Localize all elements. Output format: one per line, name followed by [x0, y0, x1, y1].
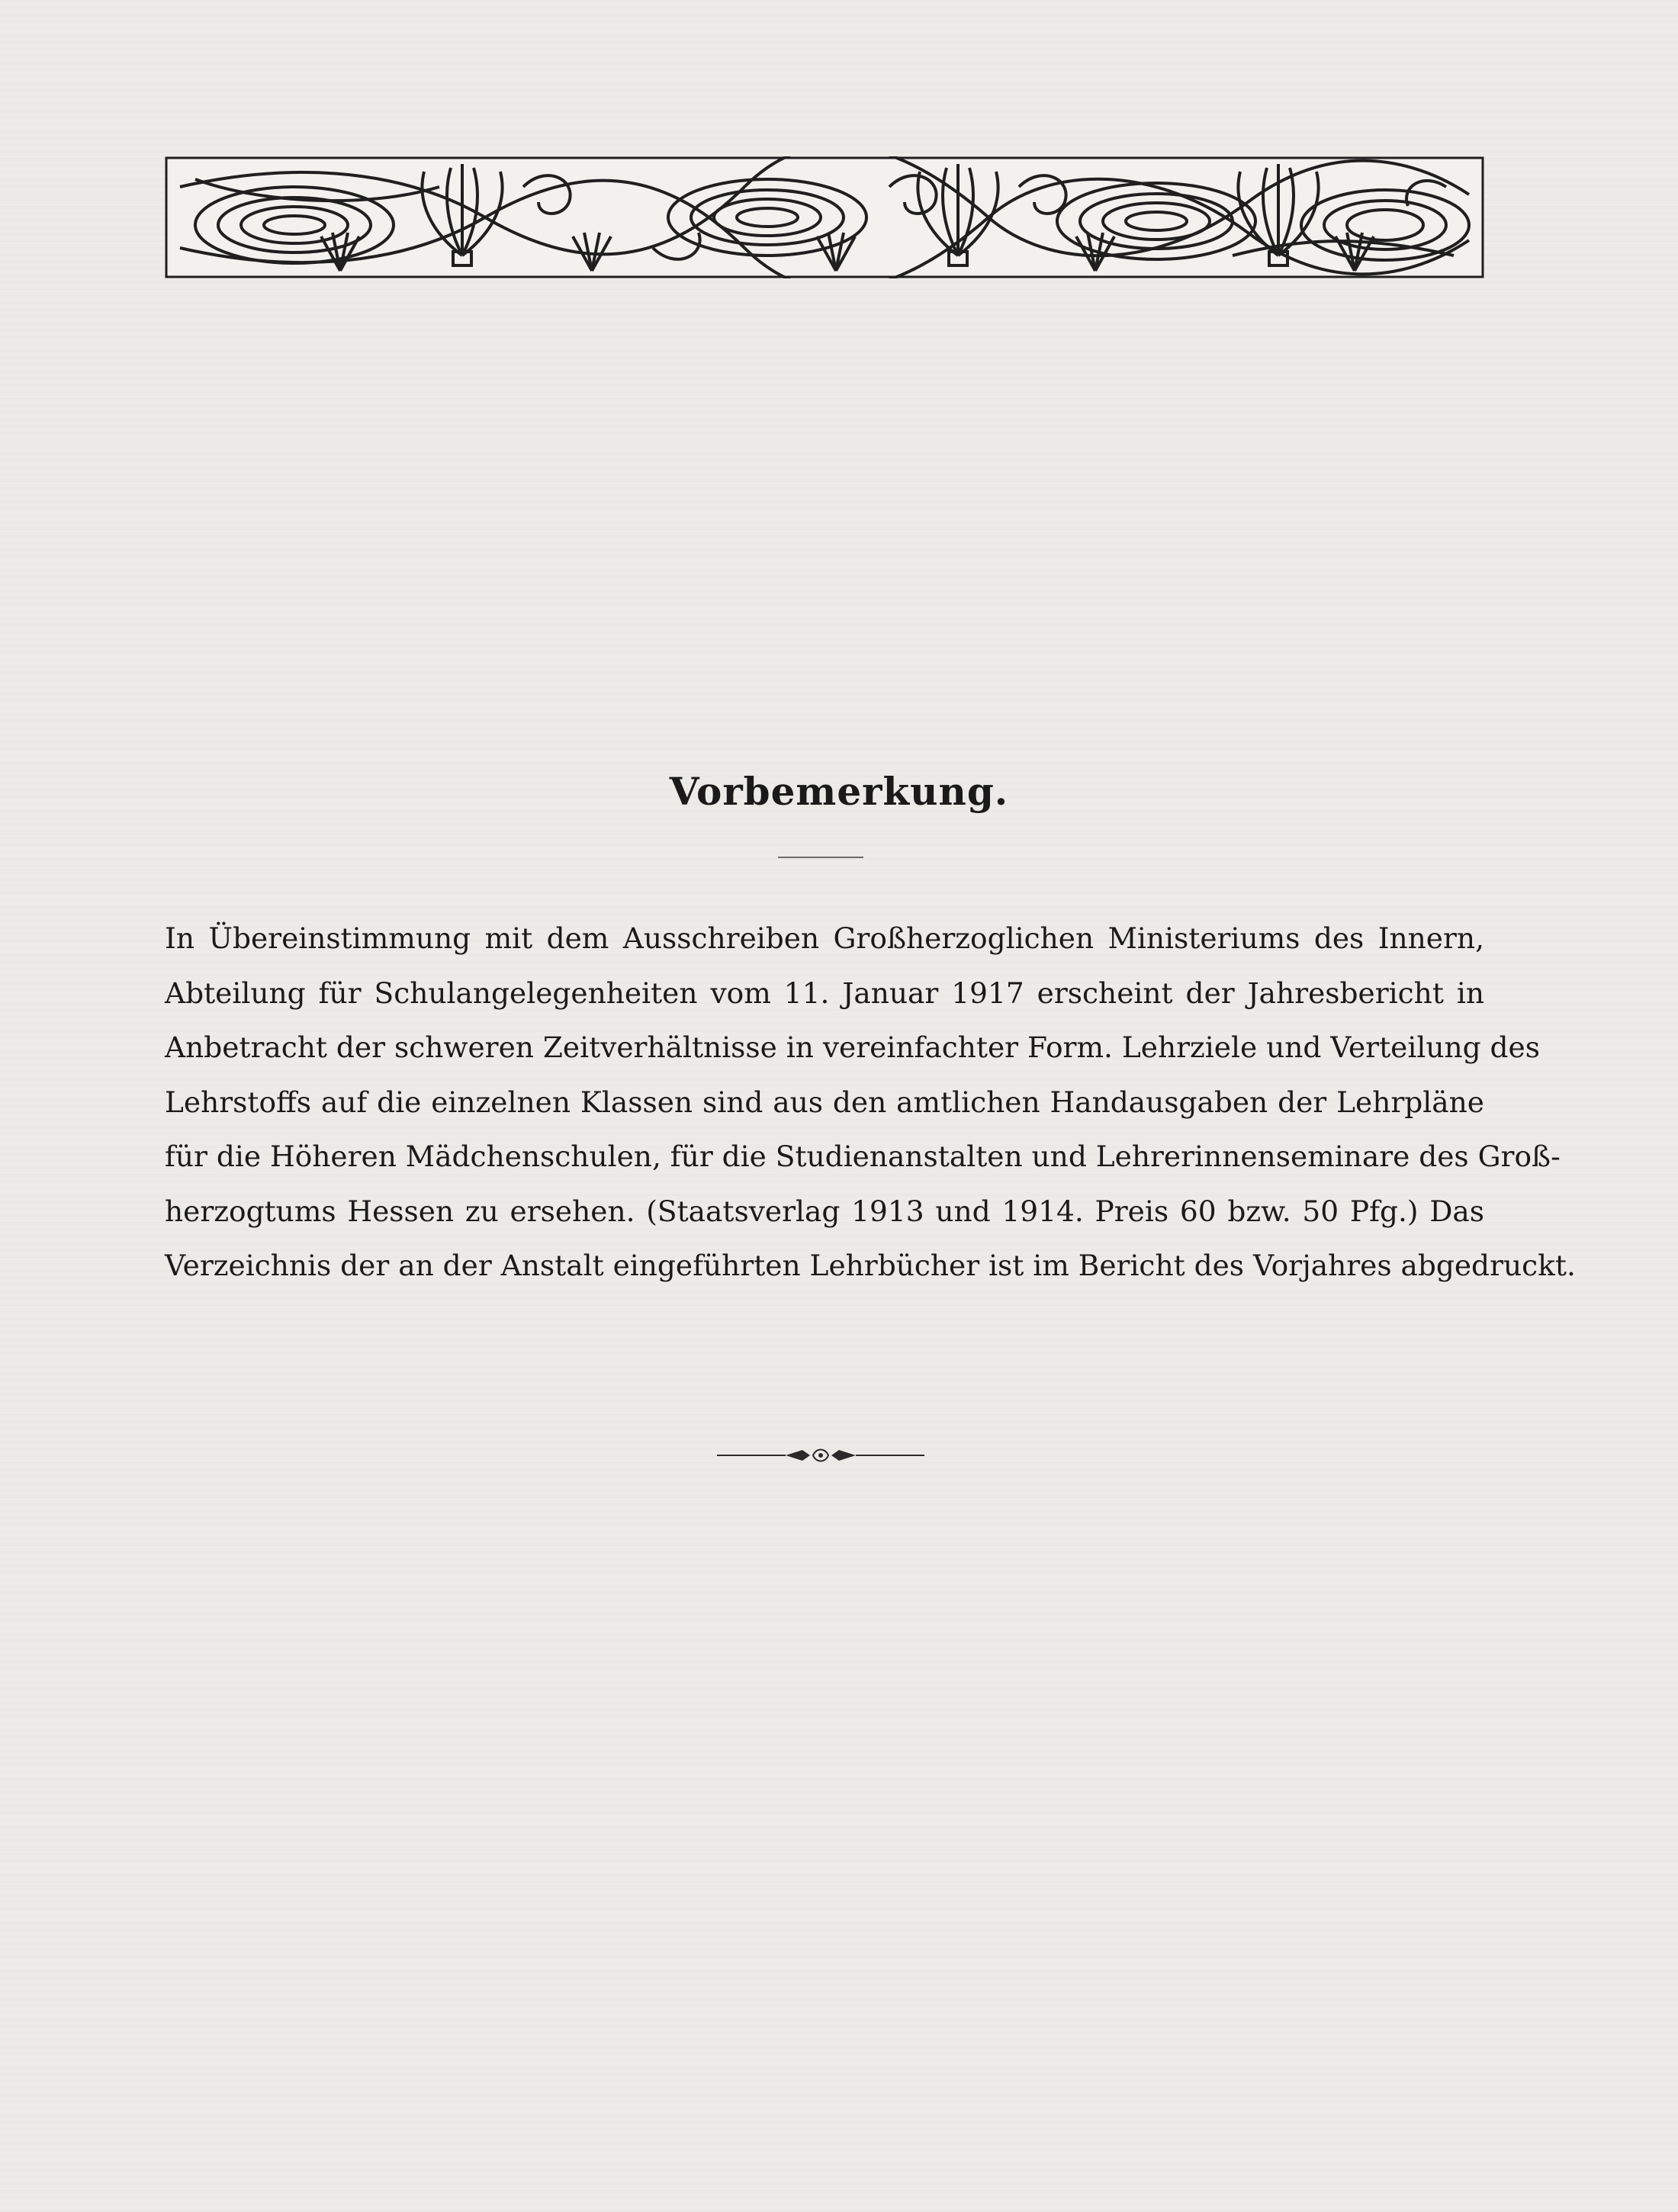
paragraph-line: Lehrstoffs auf die einzelnen Klassen sind aus den amtlichen Handausgaben der Lehrpläne [165, 1085, 1484, 1119]
paragraph-line: Verzeichnis der an der Anstalt eingeführten Lehrbücher ist im Bericht des Vorjahres abgedruckt. [165, 1249, 1576, 1282]
paragraph-line: Abteilung für Schulangelegenheiten vom 11. Januar 1917 erscheint der Jahresbericht in [165, 976, 1484, 1010]
header-ornament-band [165, 156, 1484, 278]
title-underline-rule [778, 857, 863, 858]
paragraph-line: Anbetracht der schweren Zeitverhältnisse in vereinfachter Form. Lehrziele und Verteilung des [165, 1030, 1540, 1064]
paragraph-line: In Übereinstimmung mit dem Ausschreiben Großherzoglichen Ministeriums des Innern, [165, 921, 1484, 955]
paragraph-line: herzogtums Hessen zu ersehen. (Staatsverlag 1913 und 1914. Preis 60 bzw. 50 Pfg.) Das [165, 1194, 1484, 1228]
paragraph-line: für die Höheren Mädchenschulen, für die Studienanstalten und Lehrerinnenseminare des Groß- [165, 1140, 1561, 1173]
end-flourish-ornament [717, 1444, 924, 1467]
intro-paragraph [165, 911, 1576, 1294]
page-title: Vorbemerkung. [669, 769, 1009, 814]
